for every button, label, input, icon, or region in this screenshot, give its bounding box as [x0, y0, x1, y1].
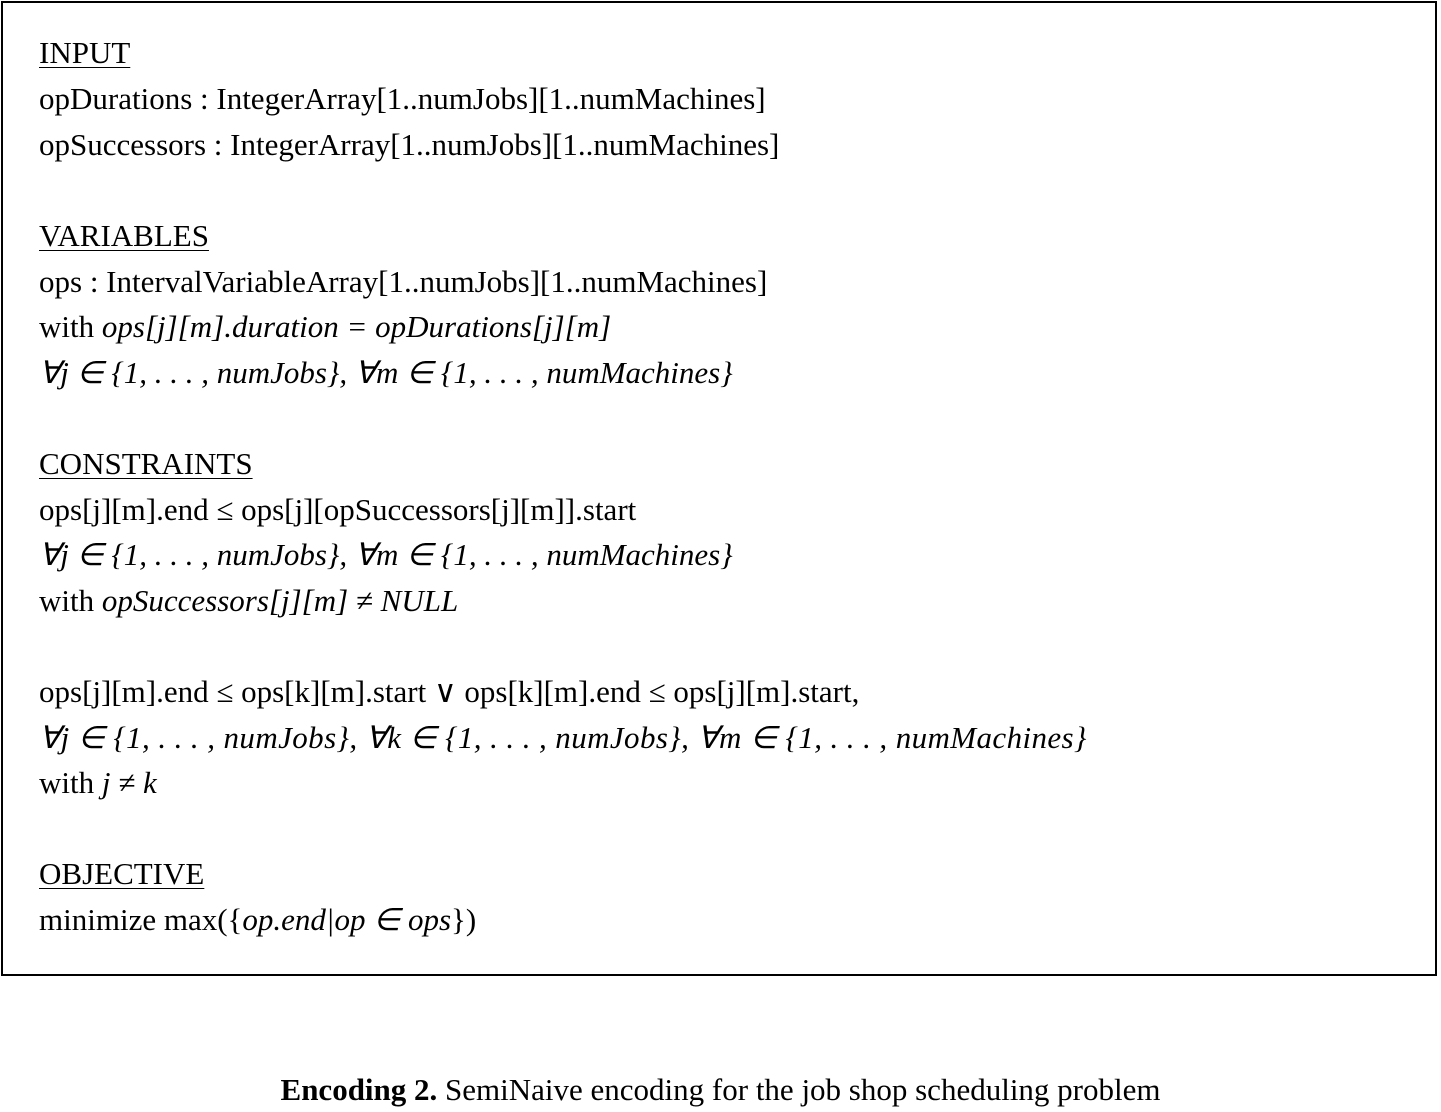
variables-line-quantifier: ∀j ∈ {1, . . . , numJobs}, ∀m ∈ {1, . . . , numMachines} — [39, 355, 733, 390]
objective-heading: OBJECTIVE — [39, 856, 205, 891]
with-keyword: with — [39, 583, 102, 618]
constraint-precedence-quantifier: ∀j ∈ {1, . . . , numJobs}, ∀m ∈ {1, . . . , numMachines} — [39, 537, 733, 572]
with-keyword: with — [39, 309, 102, 344]
minimize-suffix: }) — [451, 902, 477, 937]
constraint-disjunctive-condition — [39, 763, 157, 803]
caption-text: SemiNaive encoding for the job shop scheduling problem — [437, 1072, 1161, 1107]
constraint-disjunctive-quantifier: ∀j ∈ {1, . . . , numJobs}, ∀k ∈ {1, . . . , numJobs}, ∀m ∈ {1, . . . , numMachines} — [39, 720, 1087, 755]
input-line-op-successors: opSuccessors : IntegerArray[1..numJobs][1..numMachines] — [39, 127, 780, 162]
j-not-equal-k: j ≠ k — [101, 765, 157, 800]
variables-line-ops: ops : IntervalVariableArray[1..numJobs][1..numMachines] — [39, 264, 768, 299]
input-line-op-durations: opDurations : IntegerArray[1..numJobs][1..numMachines] — [39, 81, 766, 116]
figure-caption — [0, 1072, 1441, 1108]
constraint-precedence-condition — [39, 581, 458, 621]
constraint-disjunctive: ops[j][m].end ≤ ops[k][m].start ∨ ops[k][m].end ≤ ops[j][m].start, — [39, 674, 860, 709]
variables-line-duration — [39, 307, 611, 347]
duration-expression: ops[j][m].duration = opDurations[j][m] — [101, 309, 612, 344]
minimize-prefix: minimize max({ — [39, 902, 243, 937]
variables-heading: VARIABLES — [39, 218, 209, 253]
input-heading: INPUT — [39, 35, 131, 70]
objective-expression: op.end|op ∈ ops — [242, 902, 452, 937]
with-keyword: with — [39, 765, 102, 800]
caption-label: Encoding 2. — [280, 1072, 438, 1107]
objective-line — [39, 900, 476, 940]
constraint-precedence: ops[j][m].end ≤ ops[j][opSuccessors[j][m]].start — [39, 492, 637, 527]
constraints-heading: CONSTRAINTS — [39, 446, 253, 481]
successor-not-null: opSuccessors[j][m] ≠ NULL — [101, 583, 459, 618]
